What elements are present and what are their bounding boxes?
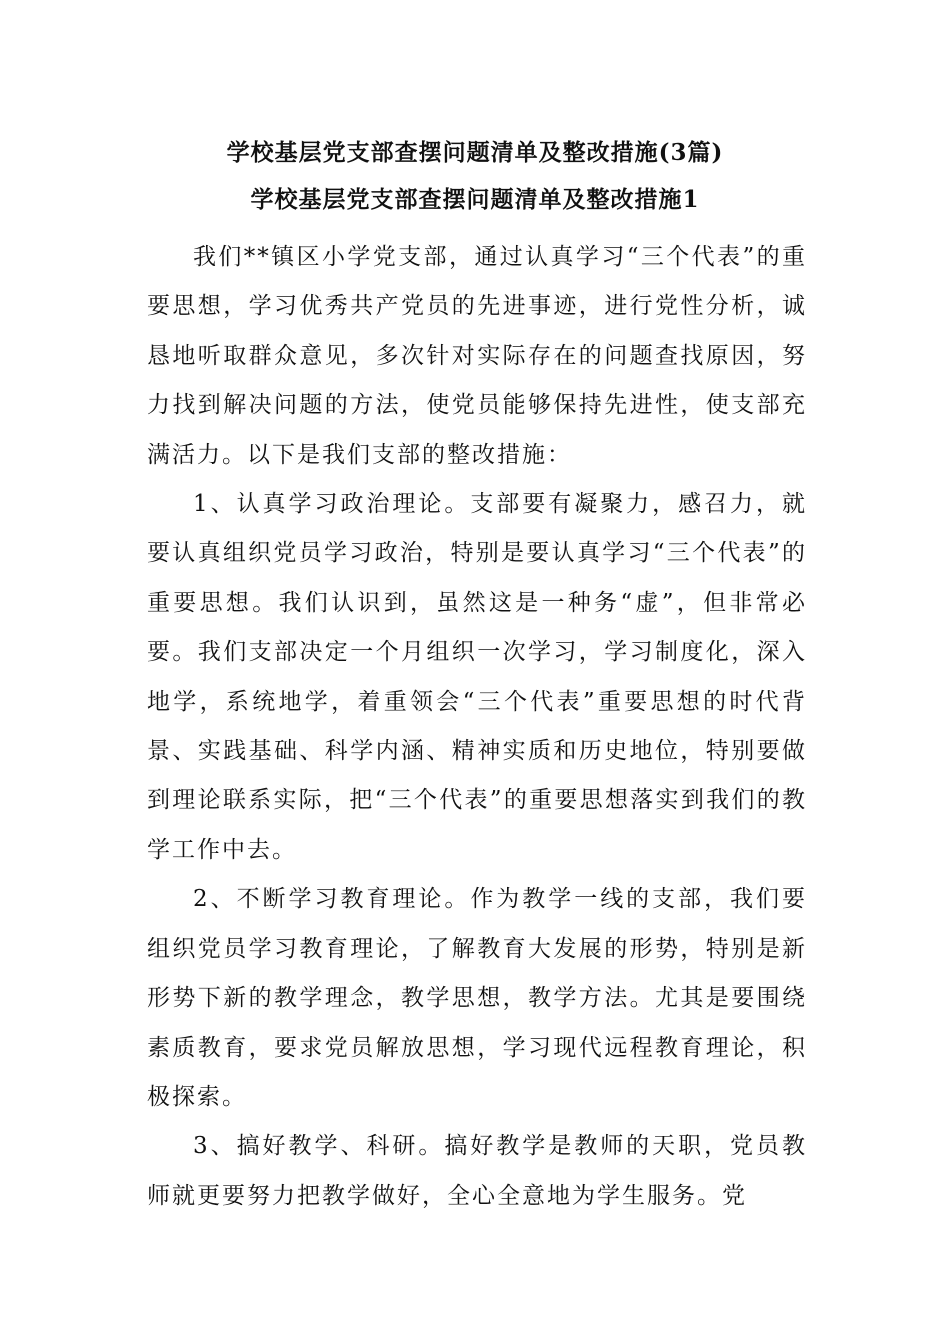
paragraph-intro: 我们**镇区小学党支部，通过认真学习“三个代表”的重要思想，学习优秀共产党员的先进事迹，进行党性分析，诚恳地听取群众意见，多次针对实际存在的问题查找原因，努力找到解决问题的方法，使党员能够保持先进性，使支部充满活力。以下是我们支部的整改措施： (147, 244, 807, 468)
paragraph-item-1: 1、认真学习政治理论。支部要有凝聚力，感召力，就要认真组织党员学习政治，特别是要认真学习“三个代表”的重要思想。我们认识到，虽然这是一种务“虚”，但非常必要。我们支部决定一个月组织一次学习，学习制度化，深入地学，系统地学，着重领会“三个代表”重要思想的时代背景、实践基础、科学内涵、精神实质和历史地位，特别要做到理论联系实际，把“三个代表”的重要思想落实到我们的教学工作中去。 (147, 491, 807, 863)
document-subtitle: 学校基层党支部查摆问题清单及整改措施1 (250, 186, 700, 213)
paragraph-item-2: 2、不断学习教育理论。作为教学一线的支部，我们要组织党员学习教育理论，了解教育大发展的形势，特别是新形势下新的教学理念，教学思想，教学方法。尤其是要围绕素质教育，要求党员解放思想，学习现代远程教育理论，积极探索。 (147, 886, 807, 1110)
document-body (147, 233, 807, 1221)
document-title: 学校基层党支部查摆问题清单及整改措施(3篇) (226, 139, 724, 166)
paragraph-item-3: 3、搞好教学、科研。搞好教学是教师的天职，党员教师就更要努力把教学做好，全心全意地为学生服务。党 (147, 1133, 807, 1209)
